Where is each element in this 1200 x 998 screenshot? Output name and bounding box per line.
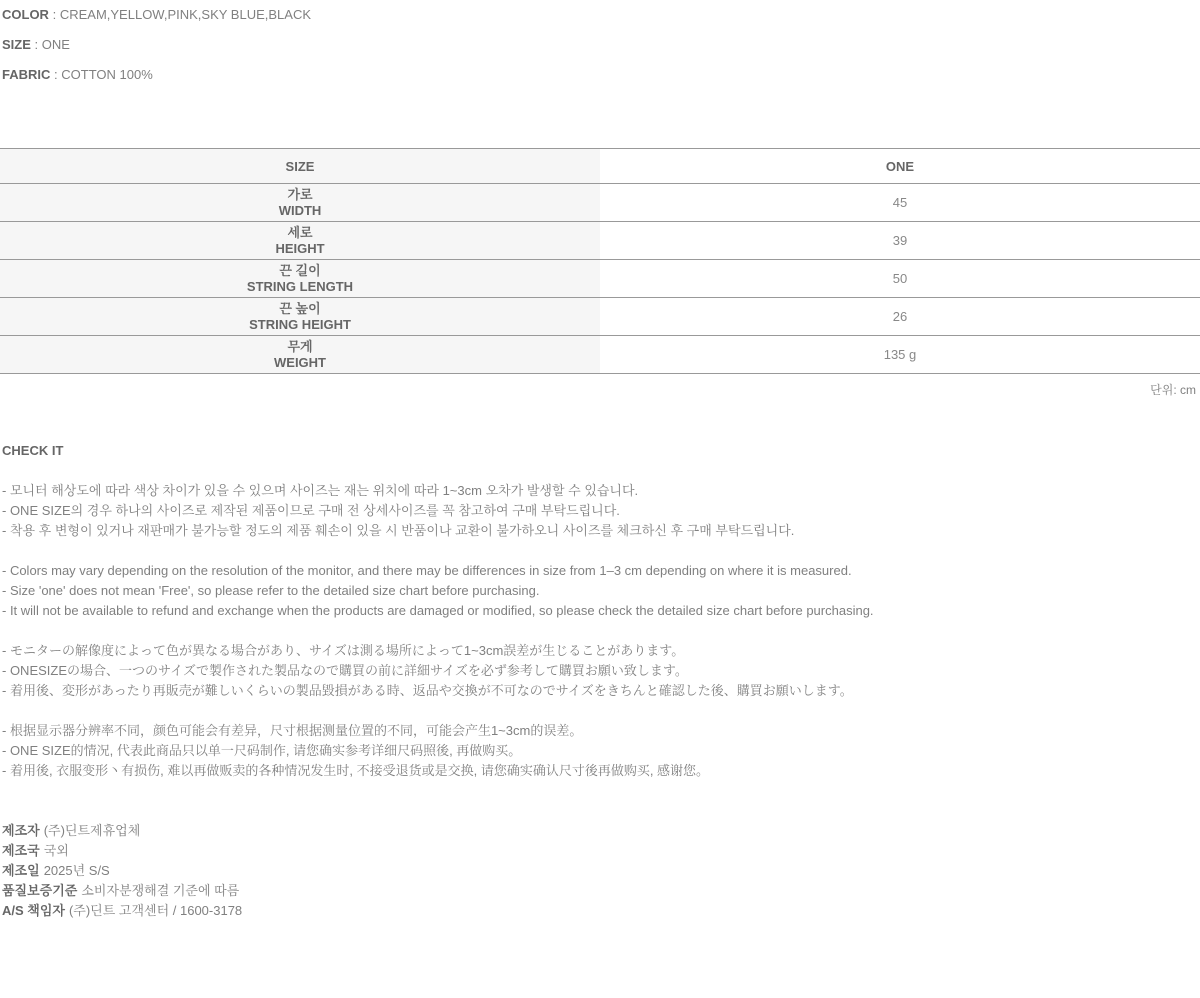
note-line: - 着用後、変形があったり再販売が難しいくらいの製品毀損がある時、返品や交換が不可なのでサイズをきちんと確認した後、購買お願いします。 [2,683,853,698]
note-line: - 根据显示器分辨率不同，颜色可能会有差异，尺寸根据测量位置的不同，可能会产生1~3cm的误差。 [2,723,583,738]
size-chart-body [0,184,1200,374]
product-attribute-value: ONE [41,37,70,52]
check-it-heading: CHECK IT [2,443,64,458]
notes-korean [2,481,1200,541]
size-chart-row [0,184,1200,222]
measurement-name-english: STRING LENGTH [246,278,354,294]
note-line: - ONE SIZE의 경우 하나의 사이즈로 제작된 제품이므로 구매 전 상세사이즈를 꼭 참고하여 구매 부탁드립니다. [2,503,620,518]
measurement-name-korean: 끈 높이 [279,300,321,316]
product-attribute-label: SIZE [2,37,31,52]
measurement-name-english: HEIGHT [275,240,325,256]
unit-note: 단위: cm [1150,383,1196,397]
measurement-name-korean: 끈 길이 [279,262,321,278]
manufacturer-info-value: 국외 [43,843,69,858]
product-attribute-value: COTTON 100% [61,67,153,82]
size-chart-header [0,149,1200,184]
size-chart-table [0,148,1200,374]
manufacturer-info-value: (주)딘트 고객센터 / 1600-3178 [68,903,243,918]
notes-japanese [2,641,1200,701]
product-attribute-separator: : [54,67,58,82]
measurement-name-korean: 가로 [287,186,313,202]
manufacturer-info-section [0,821,1200,921]
product-attribute-separator: : [52,7,57,22]
note-line: - ONE SIZE的情况, 代表此商品只以单一尺码制作, 请您确实参考详细尺码照後, 再做购买。 [2,743,522,758]
product-attribute-row [2,60,1200,90]
measurement-name-cell [0,222,600,260]
measurement-value-cell: 26 [600,298,1200,336]
product-attribute-row [2,30,1200,60]
product-attribute-label: COLOR [2,7,49,22]
check-it-section [0,441,1200,781]
size-chart-header-size: SIZE [0,149,600,184]
manufacturer-info-row [2,901,1200,921]
manufacturer-info-label: 품질보증기준 [2,883,78,898]
note-line: - Size 'one' does not mean 'Free', so please refer to the detailed size chart before purchasing. [2,583,540,598]
note-line: - It will not be available to refund and exchange when the products are damaged or modified, so please check the detailed size chart before purchasing. [2,603,874,618]
notes-chinese [2,721,1200,781]
manufacturer-info-row [2,821,1200,841]
manufacturer-info-row [2,841,1200,861]
measurement-value-cell: 50 [600,260,1200,298]
manufacturer-info-label: 제조자 [2,823,40,838]
product-attribute-row [2,0,1200,30]
measurement-name-korean: 무게 [287,338,313,354]
manufacturer-info-label: A/S 책임자 [2,903,65,918]
manufacturer-info-row [2,861,1200,881]
manufacturer-info-label: 제조일 [2,863,40,878]
note-line: - 모니터 해상도에 따라 색상 차이가 있을 수 있으며 사이즈는 재는 위치에 따라 1~3cm 오차가 발생할 수 있습니다. [2,483,639,498]
note-line: - モニターの解像度によって色が異なる場合があり、サイズは測る場所によって1~3cm誤差が生じることがあります。 [2,643,685,658]
product-attribute-value: CREAM,YELLOW,PINK,SKY BLUE,BLACK [59,7,312,22]
note-line: - 着用後, 衣服变形丶有损伤, 难以再做贩卖的各种情况发生时, 不接受退货或是交换, 请您确实确认尺寸後再做购买, 感谢您。 [2,763,710,778]
manufacturer-info-value: 소비자분쟁해결 기준에 따름 [81,883,240,898]
measurement-name-english: STRING HEIGHT [249,316,351,332]
size-chart-row [0,222,1200,260]
product-attribute-separator: : [34,37,39,52]
measurement-value-cell: 135 g [600,336,1200,374]
manufacturer-info-label: 제조국 [2,843,40,858]
size-chart-row [0,260,1200,298]
note-line: - Colors may vary depending on the resolution of the monitor, and there may be differences in size from 1–3 cm depending on where it is measured. [2,563,852,578]
size-chart-row [0,336,1200,374]
size-chart-header-row [0,149,1200,184]
measurement-name-english: WIDTH [278,202,322,218]
measurement-name-cell [0,260,600,298]
measurement-name-english: WEIGHT [274,354,326,370]
size-chart-row [0,298,1200,336]
measurement-name-cell [0,184,600,222]
note-line: - ONESIZEの場合、一つのサイズで製作された製品なので購買の前に詳細サイズを必ず参考して購買お願い致します。 [2,663,688,678]
notes-english [2,561,1200,621]
product-attribute-label: FABRIC [2,67,51,82]
note-line: - 착용 후 변형이 있거나 재판매가 불가능할 정도의 제품 훼손이 있을 시 반품이나 교환이 불가하오니 사이즈를 체크하신 후 구매 부탁드립니다. [2,523,795,538]
measurement-value-cell: 45 [600,184,1200,222]
manufacturer-info-value: (주)딘트제휴업체 [43,823,141,838]
size-chart-header-one: ONE [600,149,1200,184]
measurement-name-cell [0,336,600,374]
manufacturer-info-row [2,881,1200,901]
measurement-name-korean: 세로 [287,224,313,240]
measurement-name-cell [0,298,600,336]
manufacturer-info-value: 2025년 S/S [43,863,110,878]
product-info-section [0,0,1200,90]
measurement-value-cell: 39 [600,222,1200,260]
